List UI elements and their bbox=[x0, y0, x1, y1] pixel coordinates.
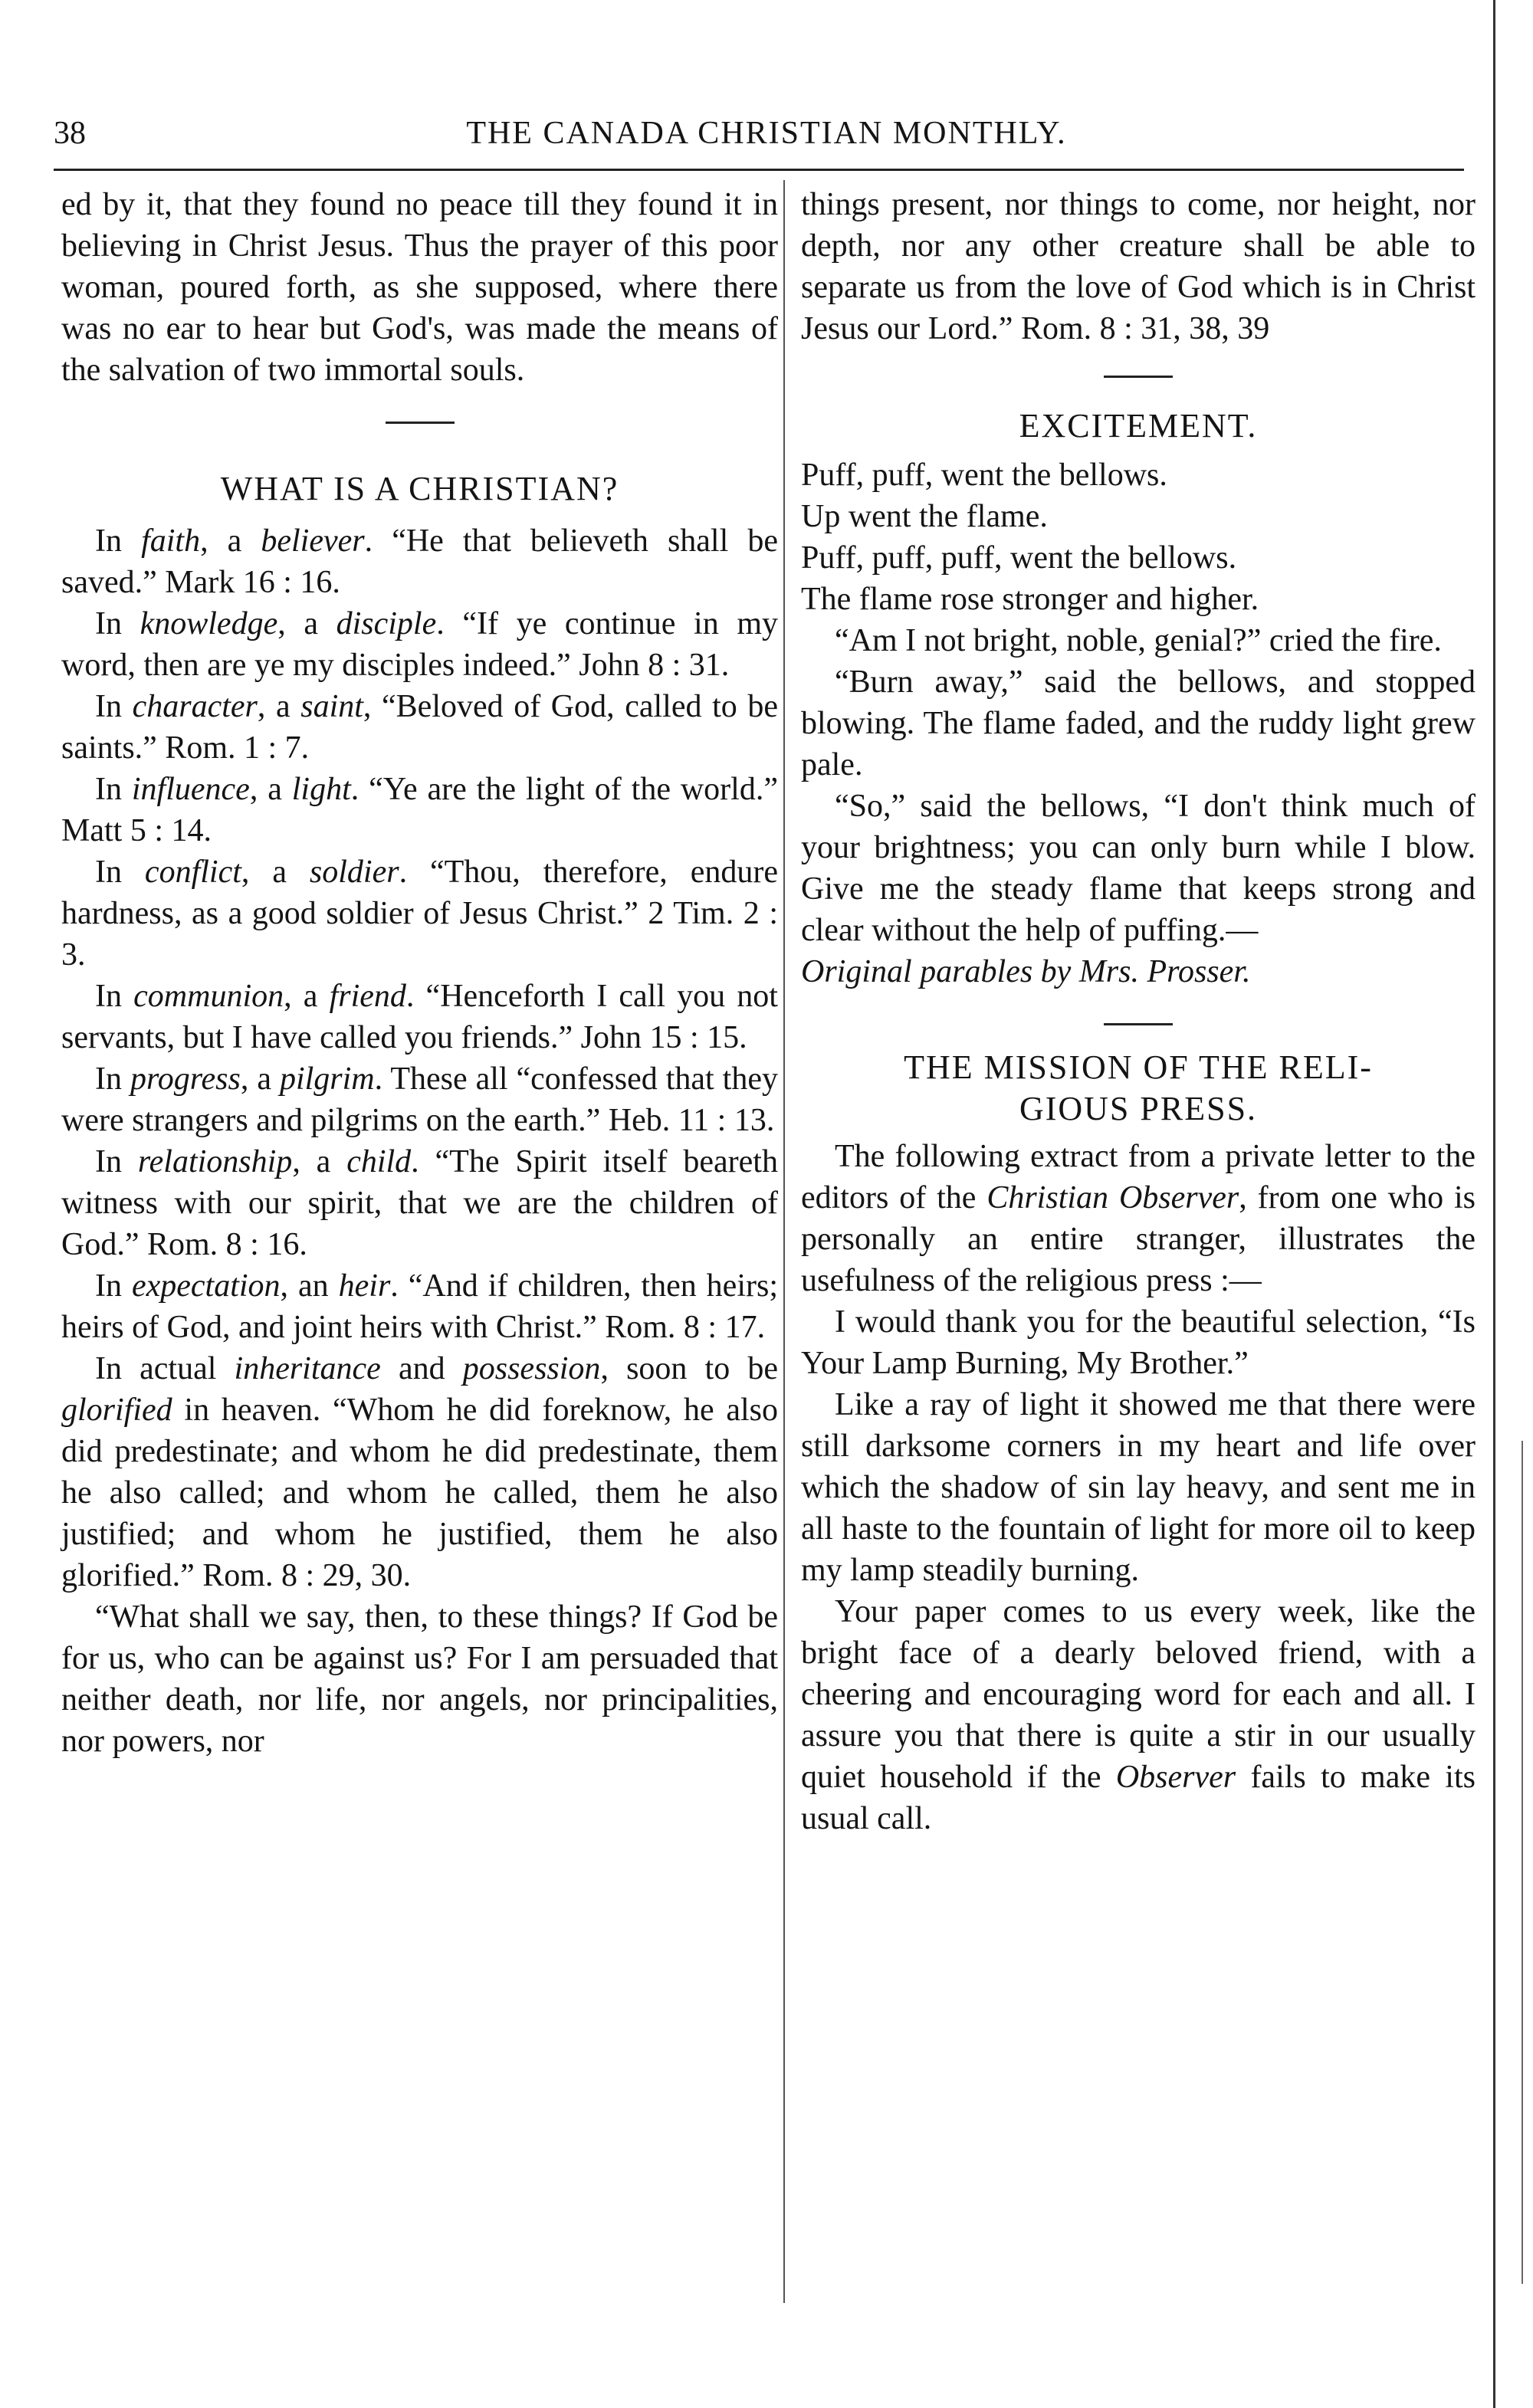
running-title: THE CANADA CHRISTIAN MONTHLY. bbox=[466, 116, 1067, 151]
section-rule bbox=[1104, 1023, 1173, 1025]
entry-conflict: In conflict, a soldier. “Thou, therefore, endure hardness, as a good soldier of Jesus Christ.” 2 Tim. 2 : 3. bbox=[61, 855, 778, 973]
entry-relationship: In relationship, a child. “The Spirit itself beareth witness with our spirit, that we are the children of God.” Rom. 8 : 16. bbox=[61, 1144, 778, 1262]
left-column bbox=[61, 184, 778, 1762]
intro-paragraph: ed by it, that they found no peace till they found it in believing in Christ Jesus. Thus the prayer of this poor woman, poured forth, as she supposed, where there was no ear to hear but God's, was made the means of the salvation of two immortal souls. bbox=[61, 187, 778, 388]
section-rule bbox=[386, 422, 455, 424]
mission-paragraph: Your paper comes to us every week, like the bright face of a dearly beloved friend, with a cheering and encouraging word for each and all. I assure you that there is quite a stir in our usually quiet household if the Observer fails to make its usual call. bbox=[801, 1594, 1476, 1836]
entry-faith: In faith, a believer. “He that believeth shall be saved.” Mark 16 : 16. bbox=[61, 523, 778, 600]
mission-paragraph: I would thank you for the beautiful selection, “Is Your Lamp Burning, My Brother.” bbox=[801, 1304, 1476, 1381]
excitement-paragraph: “So,” said the bellows, “I don't think much of your brightness; you can only burn while I blow. Give me the steady flame that keeps strong and clear without the help of puffing.— bbox=[801, 789, 1476, 948]
article-title-mission bbox=[801, 1047, 1476, 1130]
mission-title-line-1: THE MISSION OF THE RELI- bbox=[904, 1048, 1373, 1086]
entry-communion: In communion, a friend. “Henceforth I call you not servants, but I have called you friends.” John 15 : 15. bbox=[61, 979, 778, 1055]
entry-character: In character, a saint, “Beloved of God, called to be saints.” Rom. 1 : 7. bbox=[61, 689, 778, 766]
entry-inheritance: In actual inheritance and possession, soon to be glorified in heaven. “Whom he did foreknow, he also did predestinate; and whom he did predestinate, them he also called; and whom he called, them he also justified; and whom he justified, them he also glorified.” Rom. 8 : 29, 30. bbox=[61, 1351, 779, 1593]
right-column bbox=[801, 184, 1476, 1839]
entry-expectation: In expectation, an heir. “And if children, then heirs; heirs of God, and joint heirs with Christ.” Rom. 8 : 17. bbox=[61, 1268, 778, 1345]
header-rule bbox=[54, 169, 1464, 171]
christian-entries-list bbox=[61, 520, 778, 1762]
excitement-paragraph: “Burn away,” said the bellows, and stopped blowing. The flame faded, and the ruddy light grew pale. bbox=[801, 664, 1476, 782]
verse-line: The flame rose stronger and higher. bbox=[801, 582, 1259, 617]
page-header bbox=[54, 115, 1479, 161]
verse-line: Up went the flame. bbox=[801, 499, 1048, 534]
excitement-paragraph: “Am I not bright, noble, genial?” cried the fire. bbox=[835, 623, 1442, 658]
excitement-attribution: Original parables by Mrs. Prosser. bbox=[801, 954, 1251, 989]
column-divider bbox=[783, 180, 785, 2303]
binding-edge-line bbox=[1493, 0, 1495, 2408]
entry-influence: In influence, a light. “Ye are the light of the world.” Matt 5 : 14. bbox=[61, 772, 778, 848]
page-number: 38 bbox=[54, 116, 86, 151]
section-rule bbox=[1104, 376, 1173, 378]
verse-line: Puff, puff, puff, went the bellows. bbox=[801, 540, 1237, 576]
article-title-what-is-a-christian: WHAT IS A CHRISTIAN? bbox=[220, 470, 619, 507]
mission-title-line-2: GIOUS PRESS. bbox=[1019, 1090, 1258, 1127]
binding-edge-line bbox=[1522, 1441, 1523, 2284]
verse-line: Puff, puff, went the bellows. bbox=[801, 458, 1167, 493]
mission-paragraph: Like a ray of light it showed me that there were still darksome corners in my heart and life over which the shadow of sin lay heavy, and sent me in all haste to the fountain of light for more oil to keep my lamp steadily burning. bbox=[801, 1387, 1476, 1588]
closing-quote-start: “What shall we say, then, to these things? If God be for us, who can be against us? For I am persuaded that neither death, nor life, nor angels, nor principalities, nor powers, nor bbox=[61, 1599, 778, 1759]
article-title-excitement: EXCITEMENT. bbox=[1019, 407, 1258, 445]
mission-intro: The following extract from a private letter to the editors of the Christian Observer, from one who is personally an entire stranger, illustrates the usefulness of the religious press :— bbox=[801, 1139, 1476, 1298]
entry-knowledge: In knowledge, a disciple. “If ye continue in my word, then are ye my disciples indeed.” John 8 : 31. bbox=[61, 606, 778, 683]
excitement-verse bbox=[801, 454, 1476, 620]
quote-continuation: things present, nor things to come, nor height, nor depth, nor any other creature shall be able to separate us from the love of God which is in Christ Jesus our Lord.” Rom. 8 : 31, 38, 39 bbox=[801, 187, 1476, 346]
entry-progress: In progress, a pilgrim. These all “confessed that they were strangers and pilgrims on the earth.” Heb. 11 : 13. bbox=[61, 1061, 778, 1138]
